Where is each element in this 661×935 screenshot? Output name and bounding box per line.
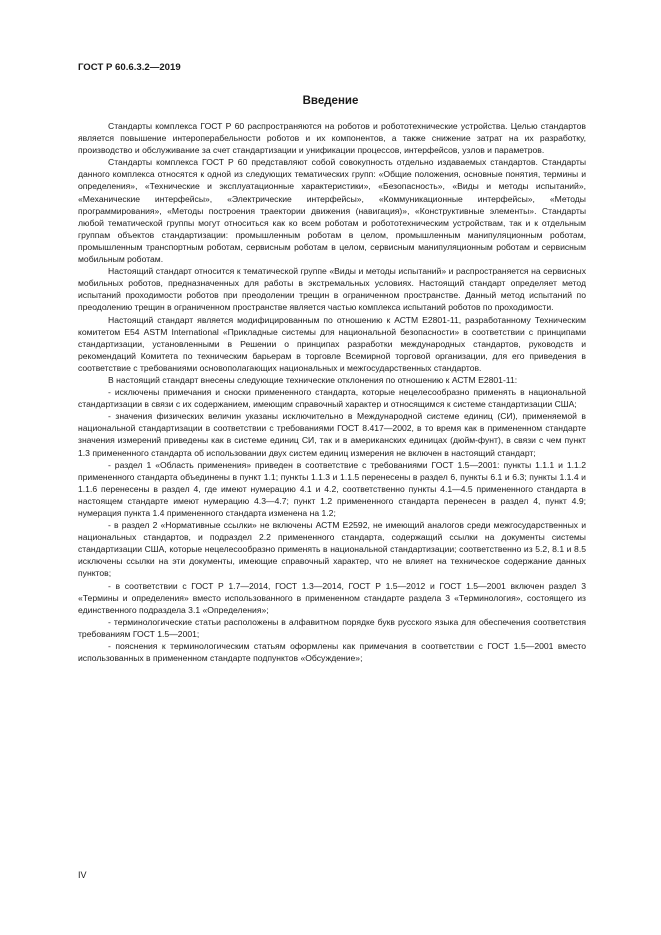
list-item: - в раздел 2 «Нормативные ссылки» не включены АСТМ Е2592, не имеющий аналогов среди межгосударственных и национальных стандартов, и подраздел 2.2 примененного стандарта, содержащий ссылки на документы системы стандартизации США, которые нецелесообразно применять в национальной стандартизации; соответственно из 5.2, 8.1 и 8.5 исключены ссылки на эти документы, имеющие справочный характер, что не влияет на техническое содержание данных пунктов;: [78, 520, 586, 579]
list-item: - исключены примечания и сноски примененного стандарта, которые нецелесообразно применять в национальной стандартизации в связи с их содержанием, имеющим справочный характер и относящимся к системе стандартизации США;: [78, 387, 586, 410]
list-item: - в соответствии с ГОСТ Р 1.7—2014, ГОСТ 1.3—2014, ГОСТ Р 1.5—2012 и ГОСТ 1.5—2001 включен раздел 3 «Термины и определения» вместо использованного в примененном стандарте раздела 3 «Терминология», состоящего из единственного подраздела 3.1 «Определения»;: [78, 580, 586, 615]
list-item: - пояснения к терминологическим статьям оформлены как примечания в соответствии с ГОСТ 1.5—2001 вместо использованных в примененном стандарте подпунктов «Обсуждение»;: [78, 641, 586, 664]
list-item: - значения физических величин указаны исключительно в Международной системе единиц (СИ), применяемой в национальной стандартизации в соответствии с требованиями ГОСТ 8.417—2002, в то время как в примененном стандарте значения измерений приведены как в системе единиц СИ, так и в американских единицах (дюйм-фунт), в связи с чем пункт 1.3 примененного стандарта об использовании двух систем единиц измерения не включен в настоящий стандарт;: [78, 411, 586, 458]
page-number: IV: [78, 870, 87, 880]
list-item: - раздел 1 «Область применения» приведен в соответствие с требованиями ГОСТ 1.5—2001: пункты 1.1.1 и 1.1.2 примененного стандарта объединены в пункт 1.1; пункты 1.1.3 и 1.1.5 перенесены в раздел 6, пункты 6.1 и 6.3; пункты 1.1.4 и 1.1.6 перенесены в раздел 4, где имеют нумерацию 4.1 и 4.2, соответственно пункты 4.1—4.5 примененного стандарта в настоящем стандарте имеют нумерацию 4.3—4.7; пункт 1.2 примененного стандарта перенесен в раздел 4, пункт 4.9; нумерация пункта 1.4 примененного стандарта изменена на 1.2;: [78, 459, 586, 518]
paragraph: Стандарты комплекса ГОСТ Р 60 распространяются на роботов и робототехнические устройства. Целью стандартов является повышение интероперабельности роботов и их компонентов, а также снижение затрат на их разработку, производство и обслуживание за счет стандартизации и унификации процессов, интерфейсов, узлов и параметров.: [78, 121, 586, 156]
list-item: - терминологические статьи расположены в алфавитном порядке букв русского языка для обеспечения соответствия требованиям ГОСТ 1.5—2001;: [78, 616, 586, 639]
section-title: Введение: [302, 95, 359, 107]
paragraph: В настоящий стандарт внесены следующие технические отклонения по отношению к АСТМ Е2801-11:: [108, 374, 518, 385]
paragraph: Стандарты комплекса ГОСТ Р 60 представляют собой совокупность отдельно издаваемых стандартов. Стандарты данного комплекса относятся к одной из следующих тематических групп: «Общие положения, основные понятия, термины и определения», «Технические и эксплуатационные характеристики», «Безопасность», «Виды и методы испытаний», «Механические интерфейсы», «Электрические интерфейсы», «Коммуникационные интерфейсы», «Методы программирования», «Методы построения траектории движения (навигация)», «Конструктивные элементы». Стандарты любой тематической группы могут относиться как ко всем роботам и робототехническим устройствам, так и к отдельным группам объектов стандартизации: промышленным роботам в целом, промышленным манипуляционным роботам, промышленным транспортным роботам, сервисным роботам в целом, сервисным манипуляционным роботам и сервисным мобильным роботам.: [78, 157, 586, 265]
paragraph: Настоящий стандарт относится к тематической группе «Виды и методы испытаний» и распространяется на сервисных мобильных роботов, предназначенных для работы в экстремальных условиях. Настоящий стандарт определяет метод испытаний проходимости роботов при преодолении трещин в ограниченном пространстве. Данный метод испытаний по преодолению трещин в ограниченном пространстве является частью комплекса испытаний роботов по проходимости.: [78, 266, 586, 313]
document-body: [78, 120, 586, 664]
paragraph: Настоящий стандарт является модифицированным по отношению к АСТМ Е2801-11, разработанному Техническим комитетом Е54 ASTM International «Прикладные системы для национальной безопасности» в соответствии с принципами стандартизации, установленными в Решении о принципах разработки международных стандартов, руководств и рекомендаций Комитета по техническим барьерам в торговле Всемирной торговой организации, для его приведения в соответствие с требованиями основополагающих национальных и межгосударственных стандартов.: [78, 314, 586, 373]
document-code-header: ГОСТ Р 60.6.3.2—2019: [78, 62, 181, 73]
